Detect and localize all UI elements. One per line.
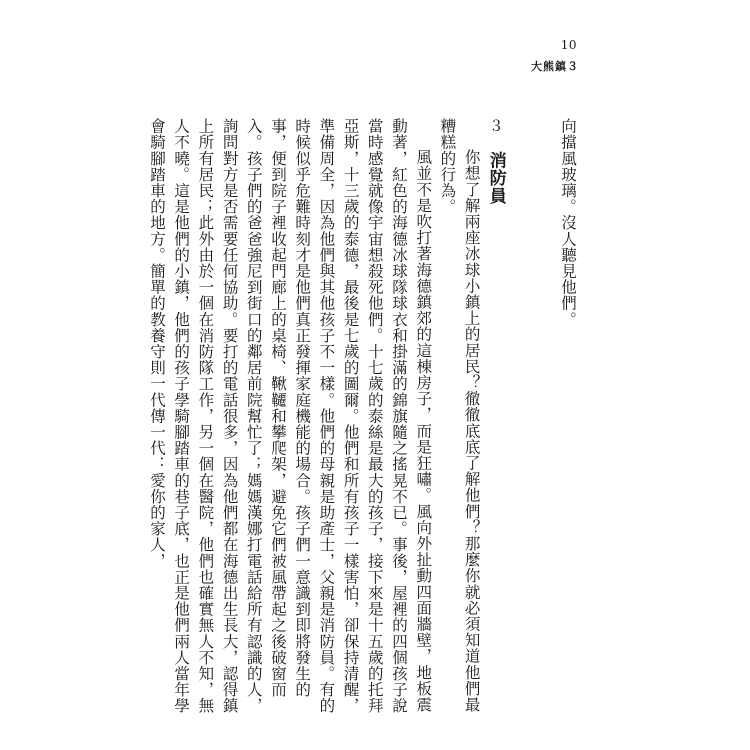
- spacer: [508, 118, 532, 718]
- running-header: 大熊鎮３: [531, 60, 579, 73]
- vertical-body-text: [145, 118, 580, 718]
- continuation-text: 向擋風玻璃。沒人聽見他們。: [559, 118, 577, 328]
- intro-paragraph: 你想了解兩座冰球小鎮上的居民？徹徹底底了解他們？那麼你就必須知道他們最糟糕的行為。: [438, 118, 481, 713]
- body-paragraph: 風並不是吹打著海德鎮郊的這棟房子，而是狂嘯。風向外扯動四面牆壁，地板震動著，紅色的海德冰球隊球衣和掛滿的錦旗隨之搖晃不已。事後，屋裡的四個孩子說當時感覺就像宇宙想殺死他們。十七歲的泰絲是最大的孩子，接下來是十五歲的托拜亞斯，十三歲的泰德，最後是七歲的圖爾。他們和所有孩子一樣害怕，卻保持清醒，準備周全，因為他們與其他孩子不一樣。他們的母親是助產士，父親是消防員。有的時候似乎危難時刻才是他們真正發揮家庭機能的場合。孩子們一意識到即將發生的事，便到院子裡收起門廊上的桌椅、鞦韆和攀爬架，避免它們被風帶起之後破窗而入。孩子們的爸爸強尼到街口的鄰居前院幫忙了；媽媽漢娜打電話給所有認識的人，詢問對方是否需要任何協助。要打的電話很多，因為他們都在海德出生長大，認得鎮上所有居民；此外由於一個在消防隊工作，另一個在醫院，他們也確實無人不知，無人不曉。這是他們的小鎮，他們的孩子學騎腳踏車的巷子底，也正是他們兩人當年學會騎腳踏車的地方。簡單的教養守則一代傳一代：愛你的家人，: [147, 118, 433, 714]
- chapter-title: 消防員: [485, 151, 506, 205]
- page-number: 10: [560, 38, 577, 52]
- chapter-heading: [484, 118, 508, 718]
- chapter-number: ３: [486, 118, 505, 134]
- spacer: [532, 118, 556, 718]
